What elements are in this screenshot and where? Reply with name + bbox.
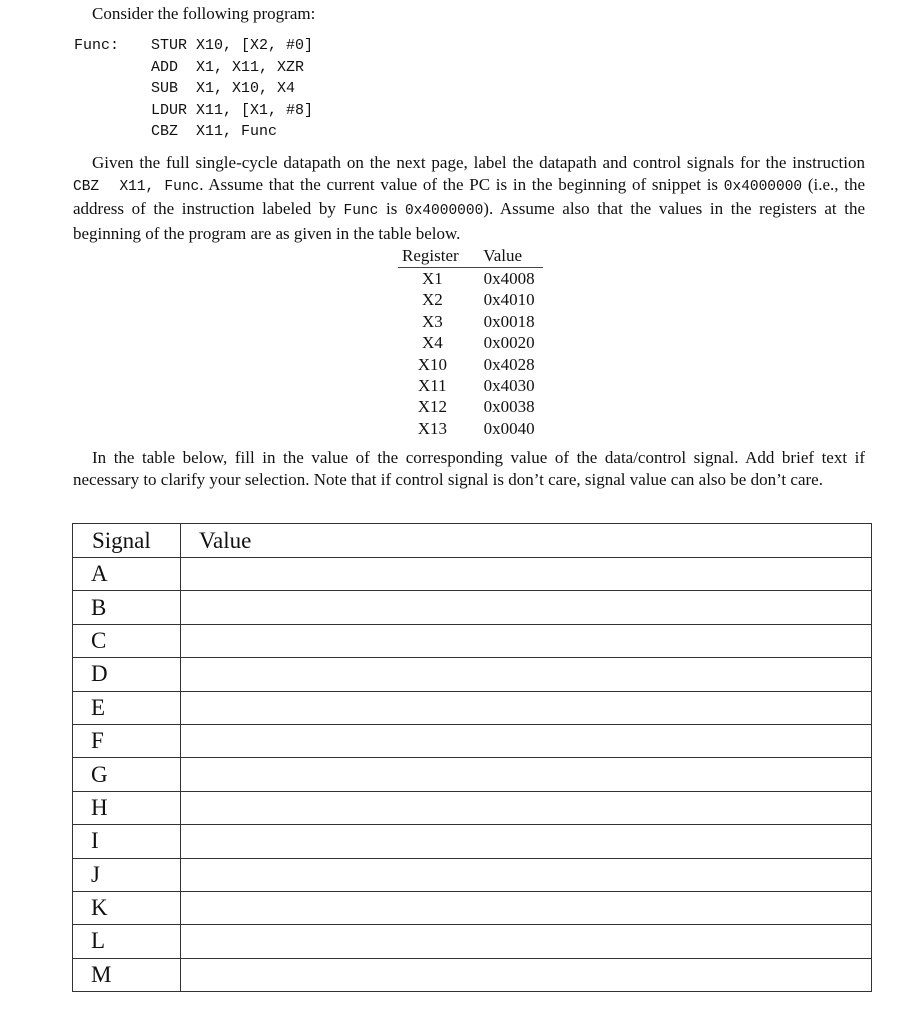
register-value: 0x0040 — [483, 418, 535, 438]
table-row — [73, 624, 872, 657]
register-name: X10 — [417, 354, 447, 374]
code-line: LDUR X11, [X1, #8] — [151, 101, 314, 119]
signal-name: L — [73, 925, 181, 958]
table-row — [73, 758, 872, 791]
table-row — [73, 858, 872, 891]
signal-name: A — [73, 558, 181, 591]
inline-code: Func — [343, 203, 379, 219]
signal-name: B — [73, 591, 181, 624]
code-line: ADD X1, X11, XZR — [151, 58, 305, 76]
signal-name: K — [73, 891, 181, 924]
inline-code: 0x4000000 — [404, 203, 484, 219]
table-row — [73, 891, 872, 924]
table-row — [398, 418, 543, 439]
register-value: 0x0020 — [483, 333, 535, 353]
register-value: 0x0018 — [483, 311, 535, 331]
table-row — [398, 268, 543, 290]
table-row — [398, 354, 543, 375]
table-row — [73, 791, 872, 824]
value-header: Value — [181, 524, 872, 558]
table-row — [73, 925, 872, 958]
table-row — [73, 958, 872, 991]
table-row — [398, 375, 543, 396]
signal-value-cell[interactable] — [181, 825, 872, 858]
register-value: 0x0038 — [483, 397, 535, 417]
register-value: 0x4030 — [483, 376, 535, 396]
signal-value-cell[interactable] — [181, 791, 872, 824]
signal-name: H — [73, 791, 181, 824]
table-row — [73, 591, 872, 624]
signal-value-cell[interactable] — [181, 858, 872, 891]
signal-value-cell[interactable] — [181, 691, 872, 724]
table-row — [73, 825, 872, 858]
register-value: 0x4010 — [483, 290, 535, 310]
signal-value-cell[interactable] — [181, 958, 872, 991]
register-value: 0x4008 — [483, 269, 535, 288]
para-text: (i.e., the address of the instruction labeled by — [73, 174, 866, 218]
table-row — [398, 396, 543, 417]
table-row — [398, 311, 543, 332]
register-name: X13 — [417, 418, 447, 438]
signal-value-cell[interactable] — [181, 925, 872, 958]
table-row — [73, 691, 872, 724]
register-name: X1 — [421, 269, 443, 288]
code-label: Func: — [74, 37, 120, 54]
register-name: X12 — [417, 397, 447, 417]
signal-header: Signal — [73, 524, 181, 558]
signal-name: F — [73, 724, 181, 757]
register-name: X3 — [421, 311, 443, 331]
table-row — [398, 332, 543, 353]
table-row — [73, 658, 872, 691]
signal-table — [72, 523, 872, 992]
signal-name: D — [73, 658, 181, 691]
signal-value-cell[interactable] — [181, 591, 872, 624]
code-line: STUR X10, [X2, #0] — [151, 37, 314, 54]
signal-value-cell[interactable] — [181, 658, 872, 691]
signal-name: I — [73, 825, 181, 858]
signal-instructions: In the table below, fill in the value of the corresponding value of the data/control signal. Add brief text if necessary to clarify your selection. Note that if control signal is don’t care, signal value can also be don’t care. — [73, 448, 865, 489]
register-table — [398, 245, 543, 439]
signal-name: C — [73, 624, 181, 657]
value-header: Value — [483, 246, 523, 265]
inline-code: CBZ X11, Func — [73, 178, 200, 195]
table-row — [398, 289, 543, 310]
register-header: Register — [402, 246, 459, 265]
signal-value-cell[interactable] — [181, 558, 872, 591]
code-line: SUB X1, X10, X4 — [151, 80, 296, 97]
para-text: ). Assume also that the values in the registers at the beginning of the program are as given in the table below. — [73, 199, 866, 243]
signal-name: E — [73, 691, 181, 724]
signal-name: G — [73, 758, 181, 791]
code-line: CBZ X11, Func — [151, 123, 278, 140]
signal-value-cell[interactable] — [181, 624, 872, 657]
para-text: . Assume that the current value of the PC is in the beginning of snippet is — [199, 174, 719, 194]
table-row — [73, 558, 872, 591]
intro-text: Consider the following program: — [92, 4, 316, 23]
register-value: 0x4028 — [483, 354, 535, 374]
register-name: X4 — [421, 333, 443, 353]
signal-name: J — [73, 858, 181, 891]
signal-value-cell[interactable] — [181, 758, 872, 791]
inline-code: 0x4000000 — [723, 178, 803, 195]
register-name: X2 — [421, 290, 443, 310]
signal-name: M — [73, 958, 181, 991]
table-row — [73, 724, 872, 757]
para-text: is — [385, 199, 398, 218]
signal-value-cell[interactable] — [181, 891, 872, 924]
para-text: Given the full single-cycle datapath on the next page, label the datapath and control signals for the instruction — [92, 153, 865, 172]
signal-value-cell[interactable] — [181, 724, 872, 757]
register-name: X11 — [418, 376, 447, 396]
instructions-paragraph — [73, 152, 865, 244]
